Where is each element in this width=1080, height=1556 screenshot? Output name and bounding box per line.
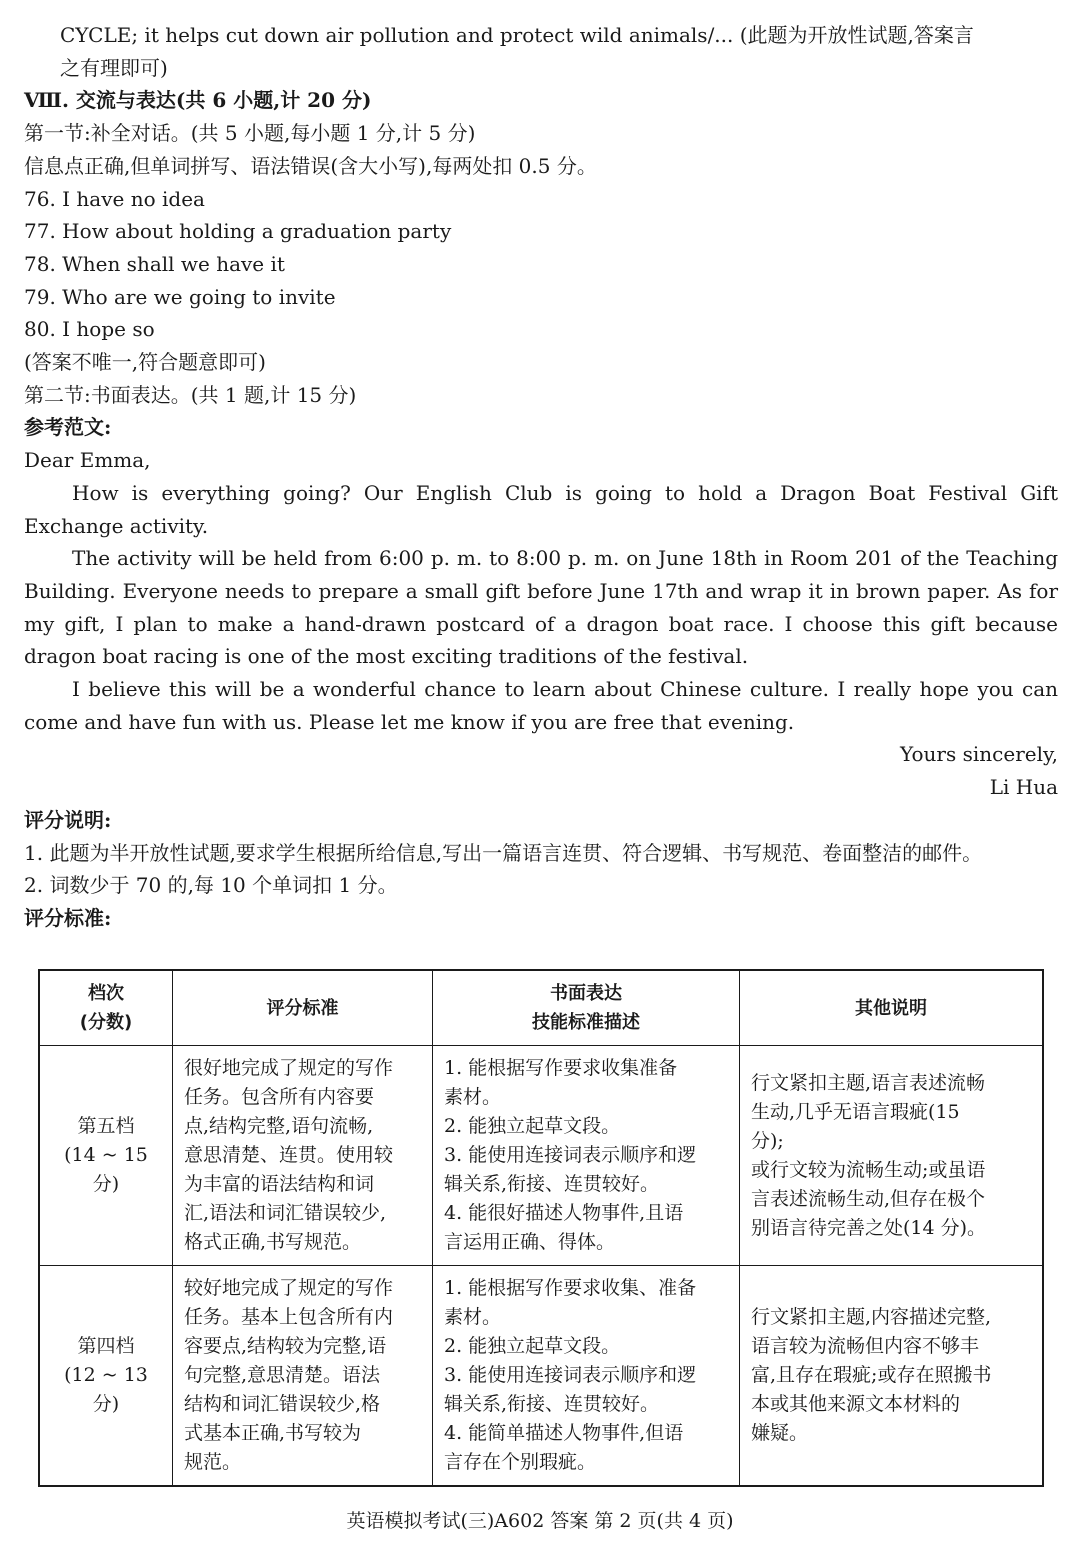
part2-title: 第二节:书面表达。(共 1 题,计 15 分) bbox=[24, 382, 357, 407]
prev-answer-line-2: 之有理即可) bbox=[60, 55, 168, 80]
level-cell: 第四档 (12 ~ 13 分) bbox=[39, 1266, 173, 1487]
header-other: 其他说明 bbox=[740, 970, 1044, 1046]
scoring-note-2: 2. 词数少于 70 的,每 10 个单词扣 1 分。 bbox=[24, 873, 398, 898]
prev-answer-line-1: CYCLE; it helps cut down air pollution and protect wild animals/... (此题为开放性试题,答案言 bbox=[60, 23, 974, 47]
letter-closing: Yours sincerely, bbox=[900, 742, 1058, 767]
answer-80: 80. I hope so bbox=[24, 317, 155, 342]
letter-signature: Li Hua bbox=[989, 775, 1058, 800]
header-level: 档次 (分数) bbox=[39, 970, 173, 1046]
other-cell: 行文紧扣主题,内容描述完整, 语言较为流畅但内容不够丰 富,且存在瑕疵;或存在照搬书 本或其他来源文本材料的 嫌疑。 bbox=[740, 1266, 1044, 1487]
part1-remark: (答案不唯一,符合题意即可) bbox=[24, 350, 266, 375]
letter-paragraph-3: I believe this will be a wonderful chance to learn about Chinese culture. I really hope you can come and have fun with us. Please let me know if you are free that evening. bbox=[24, 677, 1058, 734]
answer-79: 79. Who are we going to invite bbox=[24, 284, 336, 309]
criteria-heading: 评分标准: bbox=[24, 905, 112, 930]
page-content bbox=[24, 19, 1058, 935]
scoring-criteria-table bbox=[38, 969, 1044, 1487]
standard-cell: 较好地完成了规定的写作 任务。基本上包含所有内 容要点,结构较为完整,语 句完整,意思清楚。语法 结构和词汇错误较少,格 式基本正确,书写较为 规范。 bbox=[173, 1266, 433, 1487]
table-row bbox=[39, 1046, 1043, 1266]
page-footer: 英语模拟考试(三)A602 答案 第 2 页(共 4 页) bbox=[346, 1510, 734, 1532]
letter-paragraph-1: How is everything going? Our English Club is going to hold a Dragon Boat Festival Gift Exchange activity. bbox=[24, 480, 1058, 538]
header-standard: 评分标准 bbox=[173, 970, 433, 1046]
section-heading: Ⅷ. 交流与表达(共 6 小题,计 20 分) bbox=[24, 88, 372, 113]
table-header-row bbox=[39, 970, 1043, 1046]
scoring-notes-heading: 评分说明: bbox=[24, 807, 112, 832]
header-skills: 书面表达 技能标准描述 bbox=[433, 970, 740, 1046]
answer-76: 76. I have no idea bbox=[24, 186, 205, 211]
letter-salutation: Dear Emma, bbox=[24, 448, 151, 473]
table-row bbox=[39, 1266, 1043, 1487]
answer-78: 78. When shall we have it bbox=[24, 251, 285, 276]
standard-cell: 很好地完成了规定的写作 任务。包含所有内容要 点,结构完整,语句流畅, 意思清楚、连贯。使用较 为丰富的语法结构和词 汇,语法和词汇错误较少, 格式正确,书写规范。 bbox=[173, 1046, 433, 1266]
part1-note: 信息点正确,但单词拼写、语法错误(含大小写),每两处扣 0.5 分。 bbox=[24, 153, 597, 178]
skills-cell: 1. 能根据写作要求收集准备 素材。 2. 能独立起草文段。 3. 能使用连接词表示顺序和逻 辑关系,衔接、连贯较好。 4. 能很好描述人物事件,且语 言运用正确、得体。 bbox=[433, 1046, 740, 1266]
level-cell: 第五档 (14 ~ 15 分) bbox=[39, 1046, 173, 1266]
other-cell: 行文紧扣主题,语言表述流畅 生动,几乎无语言瑕疵(15 分); 或行文较为流畅生动;或虽语 言表述流畅生动,但存在极个 别语言待完善之处(14 分)。 bbox=[740, 1046, 1044, 1266]
letter-paragraph-2: The activity will be held from 6:00 p. m. to 8:00 p. m. on June 18th in Room 201 of the Teaching Building. Everyone needs to prepare a small gift before June 17th and wrap it in brown paper. As for my gift, I plan to make a hand-drawn postcard of a dragon boat race. I choose this gift because dragon boat racing is one of the most exciting traditions of the festival. bbox=[24, 546, 1058, 669]
answer-77: 77. How about holding a graduation party bbox=[24, 219, 452, 244]
part1-title: 第一节:补全对话。(共 5 小题,每小题 1 分,计 5 分) bbox=[24, 121, 476, 146]
skills-cell: 1. 能根据写作要求收集、准备 素材。 2. 能独立起草文段。 3. 能使用连接词表示顺序和逻 辑关系,衔接、连贯较好。 4. 能简单描述人物事件,但语 言存在个别瑕疵。 bbox=[433, 1266, 740, 1487]
sample-heading: 参考范文: bbox=[24, 415, 112, 440]
scoring-note-1: 1. 此题为半开放性试题,要求学生根据所给信息,写出一篇语言连贯、符合逻辑、书写规范、卷面整洁的邮件。 bbox=[24, 840, 983, 865]
